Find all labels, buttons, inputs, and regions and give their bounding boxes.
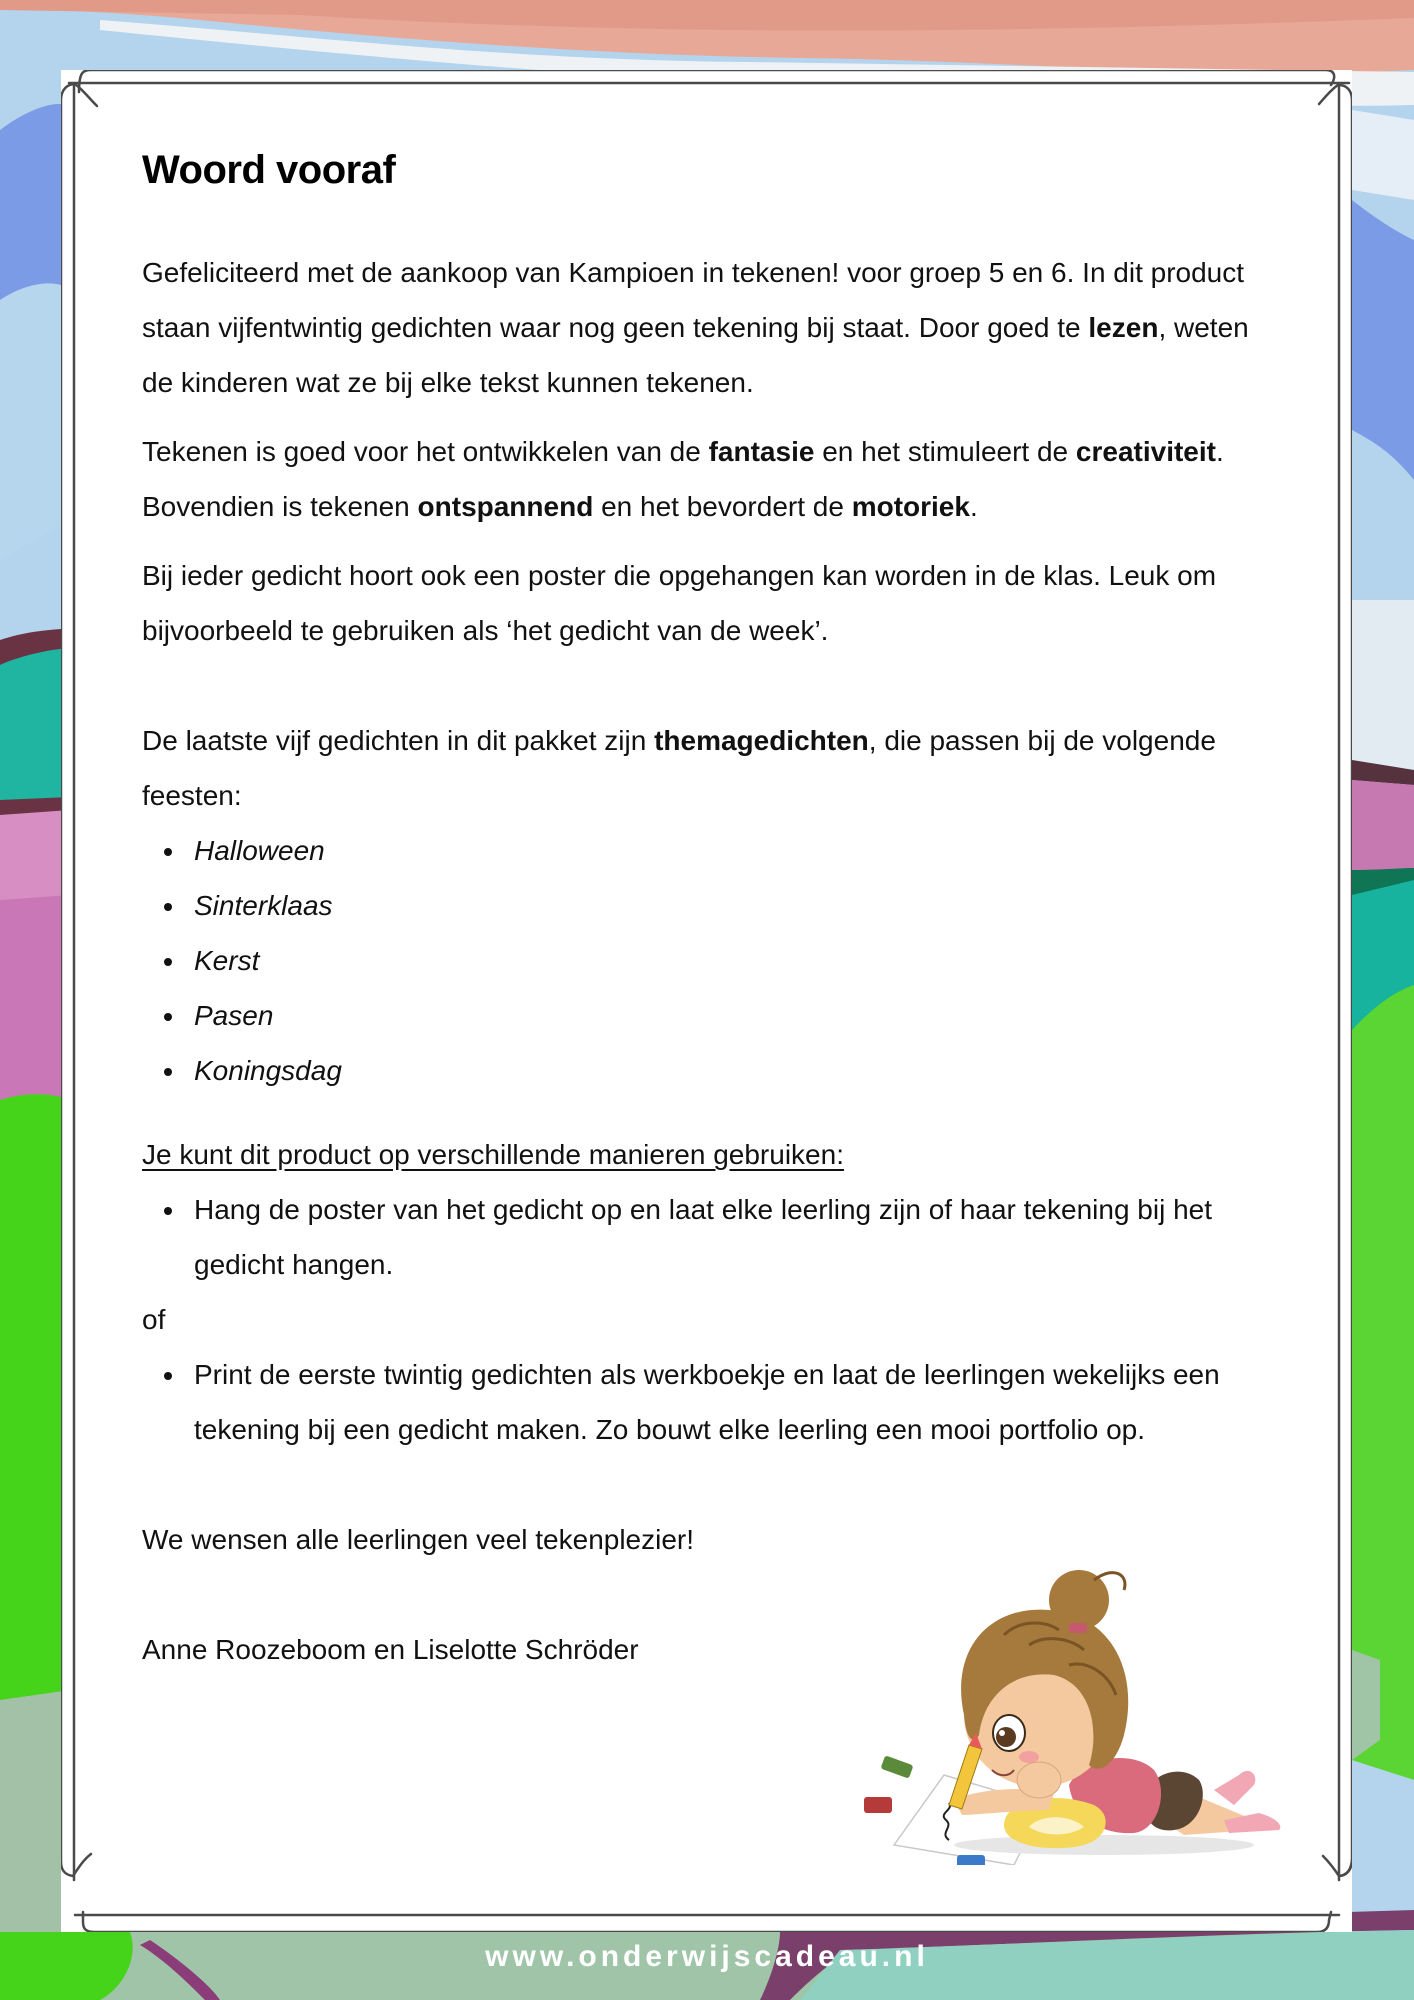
- list-item: Koningsdag: [194, 1043, 1262, 1098]
- list-item: Hang de poster van het gedicht op en laat elke leerling zijn of haar tekening bij het gedicht hangen.: [194, 1182, 1262, 1292]
- text-run: Gefeliciteerd met de aankoop van Kampioen in tekenen! voor groep 5 en 6. In dit product staan vijfentwintig gedichten waar nog geen tekening bij staat. Door goed te: [142, 257, 1245, 343]
- bold-text-run: themagedichten: [654, 725, 869, 756]
- usage-list-1: [142, 1182, 1262, 1292]
- text-run: , die passen bij de volgende feesten:: [142, 725, 1216, 811]
- theme-poems-paragraph: [142, 713, 1262, 823]
- list-item: Pasen: [194, 988, 1262, 1043]
- feesten-list: [142, 823, 1262, 1098]
- text-run: . Bovendien is tekenen: [142, 436, 1224, 522]
- girl-drawing-illustration: [854, 1565, 1294, 1865]
- list-item: Kerst: [194, 933, 1262, 988]
- bold-text-run: lezen: [1088, 312, 1159, 343]
- bold-text-run: motoriek: [851, 491, 970, 522]
- list-item: Halloween: [194, 823, 1262, 878]
- authors: Anne Roozeboom en Liselotte Schröder: [142, 1634, 639, 1665]
- benefits-paragraph: [142, 424, 1262, 534]
- bold-text-run: ontspannend: [417, 491, 594, 522]
- text-run: De laatste vijf gedichten in dit pakket zijn: [142, 725, 655, 756]
- usage-list-2: [142, 1347, 1262, 1457]
- bold-text-run: creativiteit: [1075, 436, 1216, 467]
- text-run: Tekenen is goed voor het ontwikkelen van de: [142, 436, 709, 467]
- intro-paragraph: [142, 245, 1262, 410]
- text-run: , weten de kinderen wat ze bij elke tekst kunnen tekenen.: [142, 312, 1249, 398]
- footer-website-link[interactable]: www.onderwijscadeau.nl: [485, 1940, 929, 1973]
- text-run: en het bevordert de: [593, 491, 852, 522]
- bold-text-run: fantasie: [708, 436, 815, 467]
- poster-paragraph: Bij ieder gedicht hoort ook een poster die opgehangen kan worden in de klas. Leuk om bijvoorbeeld te gebruiken als ‘het gedicht van de week’.: [142, 560, 1217, 646]
- document-content: [142, 142, 1262, 1677]
- usage-heading: Je kunt dit product op verschillende manieren gebruiken:: [142, 1139, 844, 1170]
- document-page: [61, 70, 1352, 1932]
- text-run: .: [969, 491, 978, 522]
- page-title: Woord vooraf: [142, 148, 396, 192]
- text-run: en het stimuleert de: [814, 436, 1076, 467]
- list-item: Sinterklaas: [194, 878, 1262, 933]
- closing-line: We wensen alle leerlingen veel tekenplezier!: [142, 1524, 695, 1555]
- or-label: of: [142, 1304, 166, 1335]
- list-item: Print de eerste twintig gedichten als werkboekje en laat de leerlingen wekelijks een tekening bij een gedicht maken. Zo bouwt elke leerling een mooi portfolio op.: [194, 1347, 1262, 1457]
